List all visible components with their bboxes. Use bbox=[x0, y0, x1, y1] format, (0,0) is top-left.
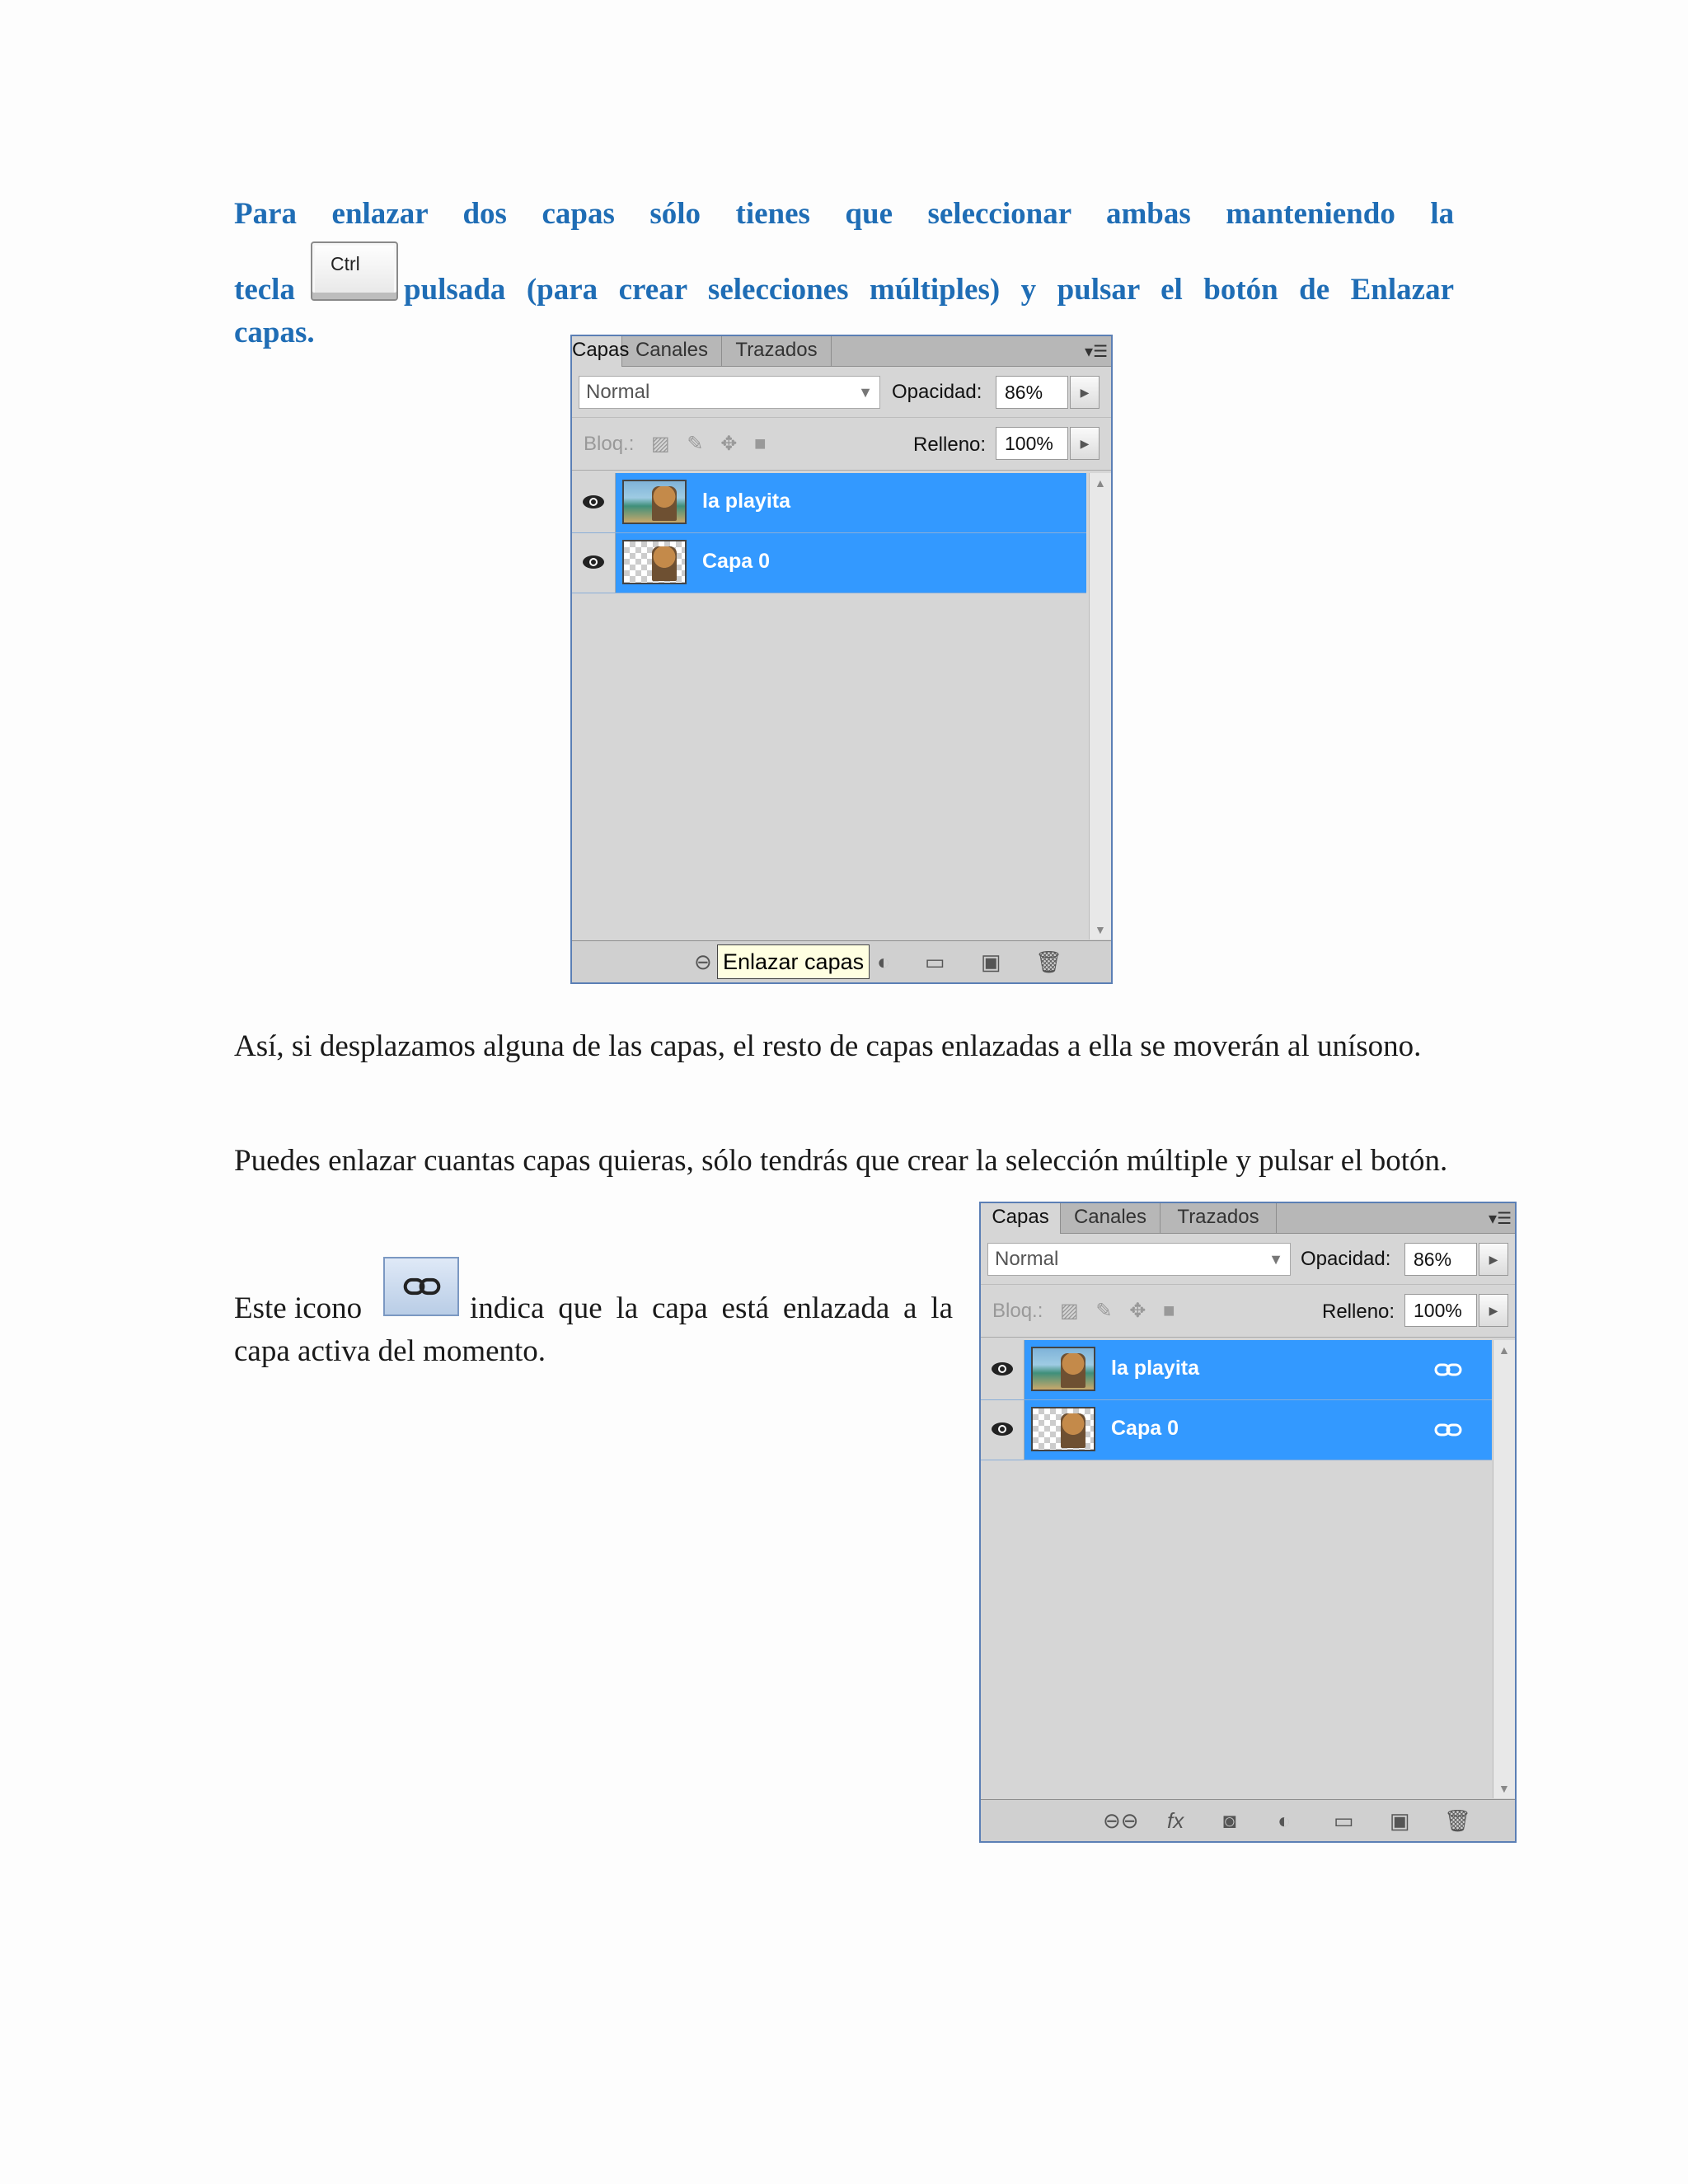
trash-icon[interactable]: 🗑 bbox=[1035, 949, 1063, 974]
visibility-toggle[interactable] bbox=[981, 1340, 1025, 1399]
panel-tabs bbox=[572, 336, 1111, 367]
p1-word: la bbox=[1430, 197, 1455, 231]
p1-word: dos bbox=[462, 197, 507, 231]
fill-label: Relleno: bbox=[1322, 1301, 1395, 1323]
panel-tabs bbox=[981, 1203, 1515, 1234]
menu-icon[interactable]: ▾☰ bbox=[1085, 343, 1108, 361]
scroll-down-icon[interactable]: ▼ bbox=[1095, 923, 1106, 936]
new-layer-icon[interactable]: ▣ bbox=[1390, 1808, 1410, 1833]
layer-selected[interactable] bbox=[616, 533, 1086, 593]
adjustment-icon[interactable]: ◐ bbox=[877, 949, 890, 974]
lock-controls bbox=[992, 1299, 1186, 1323]
mask-icon[interactable]: ◙ bbox=[1223, 1808, 1236, 1833]
transparency-lock-icon[interactable]: ▨ bbox=[651, 433, 670, 455]
layers-panel-2 bbox=[979, 1202, 1517, 1843]
lock-controls bbox=[584, 432, 777, 456]
tab-trazados[interactable]: Trazados bbox=[722, 336, 832, 366]
fill-input[interactable]: 100% bbox=[1404, 1294, 1477, 1327]
tab-canales[interactable]: Canales bbox=[1061, 1203, 1160, 1233]
blend-mode-select[interactable] bbox=[987, 1243, 1291, 1276]
eye-icon bbox=[582, 493, 605, 511]
p4-a: Este icono bbox=[234, 1291, 363, 1325]
p4-b: indica que la capa está enlazada a la capa activa del momento. bbox=[234, 1291, 953, 1368]
opacity-label: Opacidad: bbox=[1301, 1248, 1391, 1270]
lock-row bbox=[572, 417, 1111, 471]
layer-thumbnail bbox=[1031, 1407, 1095, 1451]
folder-icon[interactable]: ▭ bbox=[1334, 1808, 1354, 1833]
p1-line2-b: pulsada (para crear selecciones múltiples) y pulsar el botón de Enlazar bbox=[404, 273, 1454, 307]
blend-mode-value: Normal bbox=[995, 1248, 1059, 1270]
eye-icon bbox=[991, 1420, 1014, 1438]
scroll-up-icon[interactable]: ▲ bbox=[1095, 476, 1106, 490]
link-icon[interactable]: ⊖ bbox=[694, 949, 712, 974]
panel-bottom-bar bbox=[981, 1799, 1515, 1841]
p2: Así, si desplazamos alguna de las capas, el resto de capas enlazadas a ella se moverán al unísono. bbox=[234, 1029, 1422, 1063]
opacity-input[interactable]: 86% bbox=[1404, 1243, 1477, 1276]
ctrl-key-image bbox=[311, 241, 398, 301]
layer-selected[interactable] bbox=[1025, 1340, 1492, 1399]
p1-word: seleccionar bbox=[927, 197, 1071, 231]
link-icon bbox=[1434, 1422, 1462, 1438]
p1-line1 bbox=[234, 193, 1454, 236]
tab-capas[interactable]: Capas bbox=[572, 336, 622, 367]
layer-thumbnail bbox=[1031, 1347, 1095, 1391]
tab-canales[interactable]: Canales bbox=[622, 336, 722, 366]
scroll-up-icon[interactable]: ▲ bbox=[1498, 1343, 1510, 1357]
opacity-input[interactable]: 86% bbox=[996, 376, 1068, 409]
layer-name: la playita bbox=[702, 490, 790, 513]
eye-icon bbox=[582, 553, 605, 571]
move-icon[interactable]: ✥ bbox=[720, 433, 738, 455]
layer-name: Capa 0 bbox=[1111, 1417, 1179, 1440]
fill-label: Relleno: bbox=[913, 434, 987, 456]
p1-word: sólo bbox=[649, 197, 701, 231]
fx-icon[interactable]: fx bbox=[1167, 1808, 1184, 1833]
blend-mode-select[interactable] bbox=[579, 376, 880, 409]
layer-row-capa-0[interactable] bbox=[981, 1400, 1492, 1460]
p1-word: enlazar bbox=[331, 197, 428, 231]
p1-word: manteniendo bbox=[1226, 197, 1395, 231]
lock-row bbox=[981, 1284, 1515, 1338]
layer-name: Capa 0 bbox=[702, 550, 770, 573]
transparency-lock-icon[interactable]: ▨ bbox=[1060, 1300, 1079, 1322]
chevron-down-icon: ▼ bbox=[858, 384, 873, 401]
new-layer-icon[interactable]: ▣ bbox=[981, 949, 1001, 974]
visibility-toggle[interactable] bbox=[981, 1400, 1025, 1460]
lock-icon[interactable]: ■ bbox=[753, 433, 767, 455]
visibility-toggle[interactable] bbox=[572, 533, 616, 593]
p1-line2-a: tecla bbox=[234, 273, 295, 307]
chevron-down-icon: ▼ bbox=[1268, 1251, 1283, 1268]
brush-icon[interactable]: ✎ bbox=[687, 433, 704, 455]
fill-input[interactable]: 100% bbox=[996, 427, 1068, 460]
visibility-toggle[interactable] bbox=[572, 473, 616, 532]
ctrl-key-label: Ctrl bbox=[331, 253, 360, 274]
brush-icon[interactable]: ✎ bbox=[1095, 1300, 1113, 1322]
p1-word: ambas bbox=[1105, 197, 1191, 231]
fill-stepper[interactable]: ▶ bbox=[1479, 1294, 1508, 1327]
fill-stepper[interactable]: ▶ bbox=[1070, 427, 1100, 460]
layer-thumbnail bbox=[622, 480, 687, 524]
p1-word: capas bbox=[542, 197, 615, 231]
scrollbar[interactable] bbox=[1089, 473, 1111, 940]
lock-label: Bloq.: bbox=[992, 1300, 1043, 1322]
folder-icon[interactable]: ▭ bbox=[925, 949, 945, 974]
scroll-down-icon[interactable]: ▼ bbox=[1498, 1782, 1510, 1795]
p1-word: Para bbox=[234, 197, 298, 231]
link-icon[interactable]: ⊖⊖ bbox=[1103, 1808, 1139, 1833]
move-icon[interactable]: ✥ bbox=[1129, 1300, 1146, 1322]
link-icon bbox=[1434, 1361, 1462, 1378]
tab-trazados[interactable]: Trazados bbox=[1160, 1203, 1277, 1233]
blend-mode-value: Normal bbox=[586, 381, 650, 403]
opacity-stepper[interactable]: ▶ bbox=[1479, 1243, 1508, 1276]
layer-selected[interactable] bbox=[1025, 1400, 1492, 1460]
p1-word: que bbox=[845, 197, 893, 231]
adjustment-icon[interactable]: ◐ bbox=[1278, 1808, 1291, 1833]
opacity-label: Opacidad: bbox=[892, 381, 982, 403]
lock-label: Bloq.: bbox=[584, 433, 635, 455]
opacity-stepper[interactable]: ▶ bbox=[1070, 376, 1100, 409]
layer-row-la-playita[interactable] bbox=[572, 473, 1086, 533]
blend-row bbox=[981, 1233, 1515, 1285]
eye-icon bbox=[991, 1360, 1014, 1378]
p1-word: tienes bbox=[735, 197, 810, 231]
lock-icon[interactable]: ■ bbox=[1162, 1300, 1175, 1322]
trash-icon[interactable]: 🗑 bbox=[1444, 1808, 1472, 1833]
tooltip-enlazar-capas: Enlazar capas bbox=[717, 944, 870, 979]
menu-icon[interactable]: ▾☰ bbox=[1489, 1210, 1512, 1228]
layer-row-la-playita[interactable] bbox=[981, 1340, 1492, 1400]
blend-row bbox=[572, 366, 1111, 418]
p3: Puedes enlazar cuantas capas quieras, sólo tendrás que crear la selección múltiple y pulsar el botón. bbox=[234, 1144, 1448, 1178]
layer-row-capa-0[interactable] bbox=[572, 533, 1086, 593]
layers-panel-1 bbox=[570, 335, 1113, 984]
scrollbar[interactable] bbox=[1493, 1340, 1515, 1798]
layer-thumbnail bbox=[622, 540, 687, 584]
layer-name: la playita bbox=[1111, 1357, 1199, 1380]
tab-capas[interactable]: Capas bbox=[981, 1203, 1061, 1234]
p1-line3: capas. bbox=[234, 316, 315, 349]
layer-selected[interactable] bbox=[616, 473, 1086, 532]
